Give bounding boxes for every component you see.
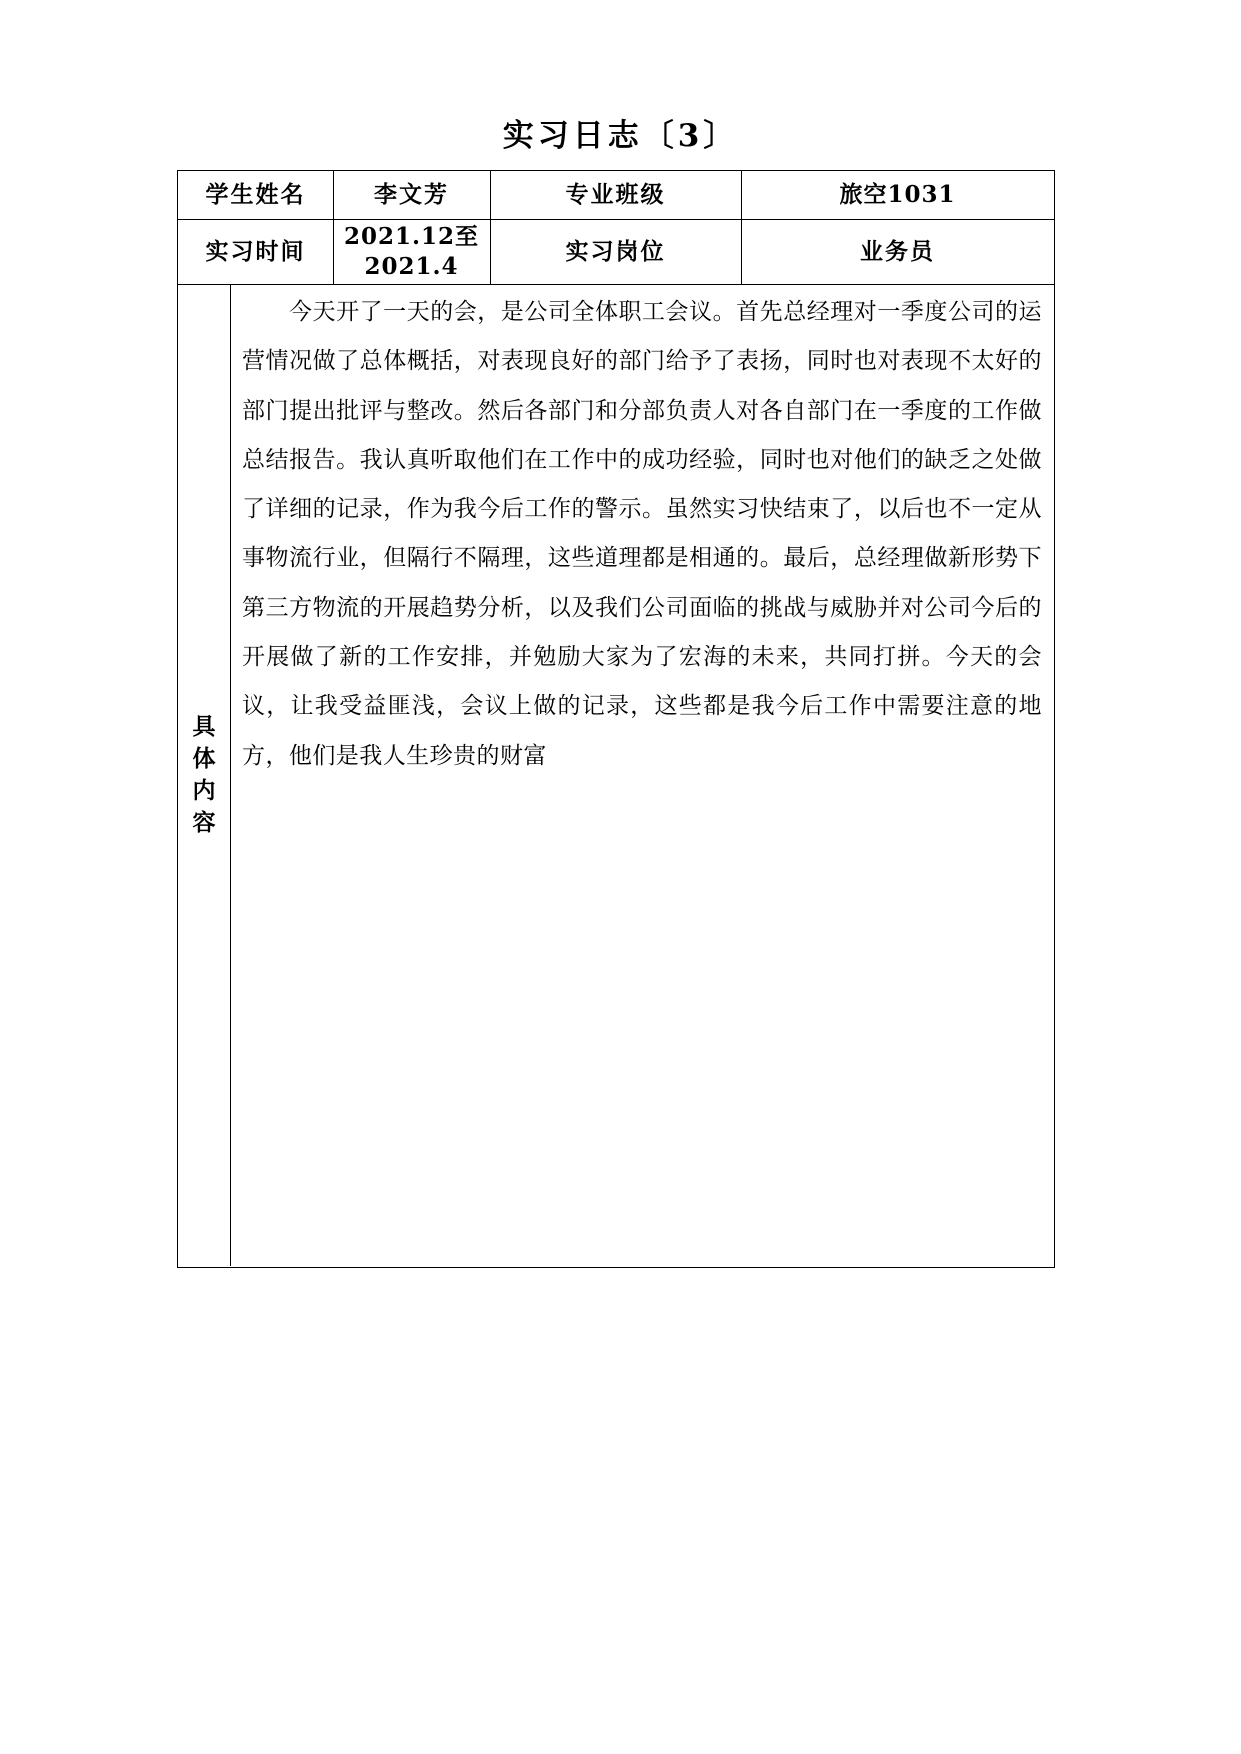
student-name-label: 学生姓名 <box>205 181 306 208</box>
position-label: 实习岗位 <box>565 237 666 265</box>
page-title: 实习日志〔3〕 <box>502 118 739 154</box>
content-label-char: 内 <box>192 777 216 804</box>
period-start: 2021.12至 <box>343 222 480 250</box>
content-text: 今天开了一天的会，是公司全体职工会议。首先总经理对一季度公司的运营情况做了总体概括，对表现良好的部门给予了表扬，同时也对表现不太好的部门提出批评与整改。然后各部门和分部负责人对各自部门在一季度的工作做总结报告。我认真听取他们在工作中的成功经验，同时也对他们的缺乏之处做了详细的记录，作为我今后工作的警示。虽然实习快结束了，以后也不一定从事物流行业，但隔行不隔理，这些道理都是相通的。最后，总经理做新形势下第三方物流的开展趋势分析，以及我们公司面临的挑战与威胁并对公司今后的开展做了新的工作安排，并勉励大家为了宏海的未来，共同打拼。今天的会议，让我受益匪浅，会议上做的记录，这些都是我今后工作中需要注意的地方，他们是我人生珍贵的财富 <box>242 299 1042 769</box>
major-class-value: 旅空1031 <box>839 181 956 208</box>
student-name-value: 李文芳 <box>374 181 449 208</box>
content-label-char: 具 <box>192 713 216 740</box>
row-divider <box>178 219 1054 220</box>
column-divider <box>333 171 334 284</box>
column-divider <box>490 171 491 284</box>
internship-log-table <box>177 170 1055 1268</box>
period-value <box>333 219 490 284</box>
content-label-char: 体 <box>192 745 216 772</box>
content-label-char: 容 <box>192 809 216 836</box>
column-divider <box>230 284 231 1266</box>
column-divider <box>741 171 742 284</box>
period-end: 2021.4 <box>364 252 459 280</box>
position-value: 业务员 <box>860 237 935 265</box>
period-label: 实习时间 <box>205 237 306 265</box>
row-divider <box>178 284 1054 285</box>
major-class-label: 专业班级 <box>565 181 666 208</box>
content-section <box>178 284 1054 1266</box>
